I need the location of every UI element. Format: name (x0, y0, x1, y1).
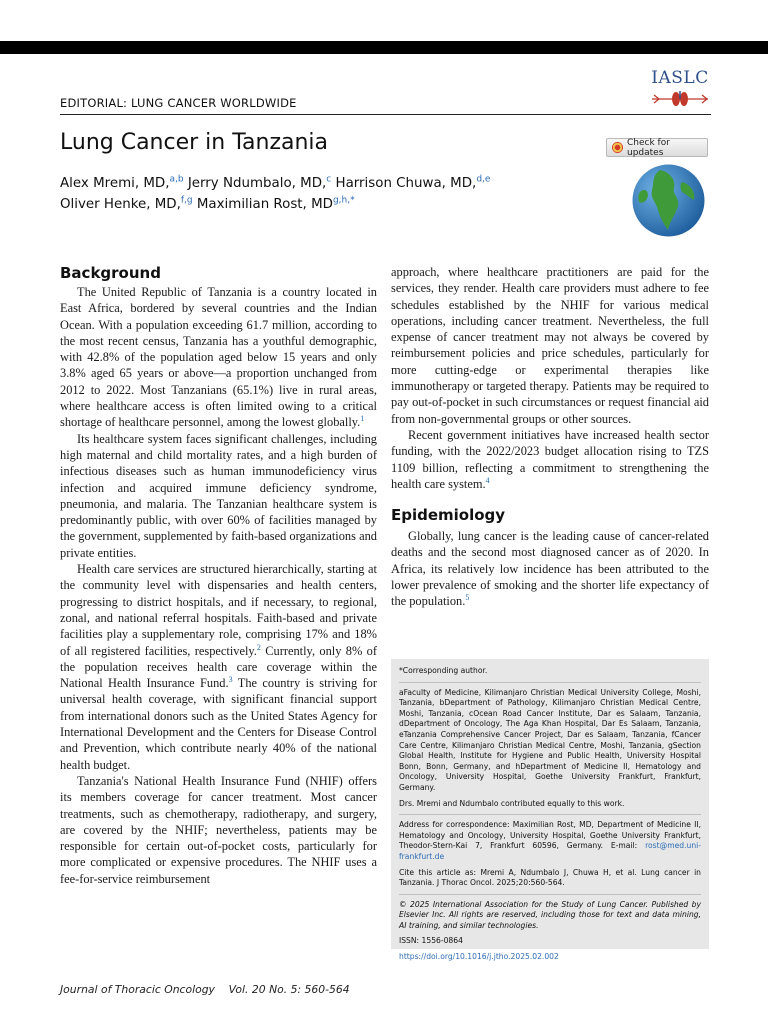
author-affiliation[interactable]: a,b (169, 174, 184, 185)
header-divider (60, 114, 711, 115)
email-link[interactable]: rost@med.uni-frankfurt.de (399, 841, 701, 861)
paragraph: Its healthcare system faces significant challenges, including high maternal and child mortality rates, and a high burden of infectious diseases such as human immunodeficiency virus infection and acquired immune deficiency syndrome, pneumonia, and malaria. The Tanzanian healthcare system is predominantly public, with over 60% of facilities managed by the government, supplemented by faith-based organizations and private entities. (60, 431, 377, 560)
infobox-divider (399, 814, 701, 815)
page-footer (60, 983, 350, 996)
author-name: Alex Mremi, MD, (60, 176, 170, 191)
reference-link[interactable]: 5 (465, 593, 470, 603)
footer-volume: Vol. 20 No. 5: 560-564 (228, 983, 350, 996)
section-heading-background: Background (60, 264, 161, 282)
iaslc-logo[interactable] (648, 68, 712, 108)
author-name: Oliver Henke, MD, (60, 197, 181, 212)
author-name: Harrison Chuwa, MD, (335, 176, 477, 191)
copyright-notice: © 2025 International Association for the Study of Lung Cancer. Published by Elsevier Inc. All rights are reserved, including those for text and data mining, AI training, and similar technologies. (399, 899, 701, 930)
author-name: Jerry Ndumbalo, MD, (187, 176, 327, 191)
article-title: Lung Cancer in Tanzania (60, 130, 329, 155)
correspondence-address: Address for correspondence: Maximilian Rost, MD, Department of Medicine II, Hematology and Oncology, University Hospital, Goethe University Frankfurt, Theodor-Stern-Kai 7, Frankfurt 60596, Germany. E-mail: rost@med.uni-frankfurt.de (399, 820, 701, 861)
paragraph: The United Republic of Tanzania is a country located in East Africa, bordered by several countries and the Indian Ocean. With a population exceeding 61.7 million, according to the most recent census, Tanzania has a youthful demographic, with 42.8% of the population aged below 15 years and only 3.8% aged 65 years or above—a proportion unchanged from 2012 to 2022. Most Tanzanians (65.1%) live in rural areas, where healthcare access is often limited owing to a critical shortage of healthcare personnel, among the lowest globally.$^1$ (60, 285, 377, 430)
logo-text: IASLC (651, 68, 709, 88)
globe-icon (630, 162, 707, 239)
author-affiliation[interactable]: g,h,* (332, 195, 355, 206)
column-left (60, 263, 377, 887)
equal-contribution-note: Drs. Mremi and Ndumbalo contributed equally to this work. (399, 798, 625, 808)
author-name: Maximilian Rost, MD (196, 197, 333, 212)
author-list (60, 173, 580, 215)
infobox-divider (399, 894, 701, 895)
column-right (391, 264, 709, 610)
article-info-box (391, 659, 709, 962)
affiliations: aFaculty of Medicine, Kilimanjaro Christian Medical University College, Moshi, Tanzania, bDepartment of Pathology, Kilimanjaro Christian Medical Centre, Moshi, Tanzania, cOcean Road Cancer Institute, Dar es Salaam, Tanzania, dDepartment of Oncology, The Aga Khan Hospital, Dar Es Salaam, Tanzania, eTanzania Comprehensive Cancer Project, Dar es Salaam, Tanzania, fCancer Care Centre, Kilimanjaro Christian Medical Centre, Moshi, Tanzania, gSection Global Health, Institute for Hygiene and Public Health, University Hospital Bonn, Bonn, Germany, and hDepartment of Medicine II, Hematology and Oncology, University Hospital, Goethe University Frankfurt, Frankfurt, Germany. (399, 687, 701, 792)
reference-link[interactable]: 3 (228, 675, 233, 684)
section-heading-epidemiology: Epidemiology (391, 506, 506, 525)
corresponding-author-note: *Corresponding author. (399, 666, 488, 675)
lungs-logo-icon (650, 90, 710, 108)
reference-link[interactable]: 2 (256, 642, 261, 652)
check-for-updates-button[interactable] (606, 138, 708, 157)
paragraph: Recent government initiatives have increased health sector funding, with the 2022/2023 budget allocation rising to TZS 1109 billion, reflecting a commitment to strengthening the health care system.$^4$ (391, 427, 709, 491)
author-affiliation[interactable]: f,g (180, 195, 193, 206)
author-affiliation[interactable]: d,e (476, 174, 491, 185)
footer-journal-name: Journal of Thoracic Oncology (60, 983, 215, 996)
check-for-updates-label: Check for updates (627, 137, 670, 158)
issn: ISSN: 1556-0864 (399, 936, 463, 946)
crossmark-icon (612, 142, 623, 153)
paragraph-continued: approach, where healthcare practitioners are paid for the services, they render. Health care providers must adhere to fee schedules established by the NHIF for various medical operations, including cancer treatment. Nevertheless, the full expense of cancer treatment may not always be covered by reimbursement policies and price schedules, particularly for more cutting-edge or experimental therapies like immunotherapy or targeted therapy. Patients may be required to pay out-of-pocket in such circumstances or request financial aid from non-governmental groups or other sources. (391, 265, 709, 426)
reference-link[interactable]: 4 (485, 475, 490, 485)
reference-link[interactable]: 1 (360, 414, 365, 424)
citation: Cite this article as: Mremi A, Ndumbalo J, Chuwa H, et al. Lung cancer in Tanzania. J Thorac Oncol. 2025;20:560-564. (399, 867, 701, 888)
paragraph: Globally, lung cancer is the leading cause of cancer-related deaths and the second most diagnosed cancer as of 2020. In Africa, its relatively low incidence has been attributed to the lower prevalence of smoking and the shorter life expectancy of the population.$^5$ (391, 529, 709, 609)
paragraph: Health care services are structured hierarchically, starting at the community level with dispensaries and health centers, progressing to district hospitals, and if necessary, to regional, zonal, and national referral hospitals. Faith-based and private facilities play a supplementary role, comprising 17% and 18% of all registered facilities, respectively.$^2$ Currently, only 8% of the population receives health care coverage within the National Health Insurance Fund.$^3$ The country is striving for universal health coverage, with significant financial support from international donors such as the United States Agency for International Development and the Centers for Disease Control and Prevention, which contribute nearly 40% of the national health budget. (60, 562, 377, 772)
author-affiliation[interactable]: c (326, 174, 332, 185)
paragraph: Tanzania's National Health Insurance Fund (NHIF) offers its members coverage for cancer treatment. Most cancer treatments, such as chemotherapy, radiotherapy, and surgery, are covered by the NHIF; nevertheless, patients may be responsible for certain out-of-pocket costs, particularly for more complicated or expensive procedures. The NHIF uses a fee-for-service reimbursement (60, 773, 377, 886)
infobox-divider (399, 682, 701, 683)
top-bar (0, 41, 768, 54)
doi-link[interactable]: https://doi.org/10.1016/j.jtho.2025.02.002 (399, 952, 559, 962)
section-label: EDITORIAL: LUNG CANCER WORLDWIDE (60, 96, 297, 110)
